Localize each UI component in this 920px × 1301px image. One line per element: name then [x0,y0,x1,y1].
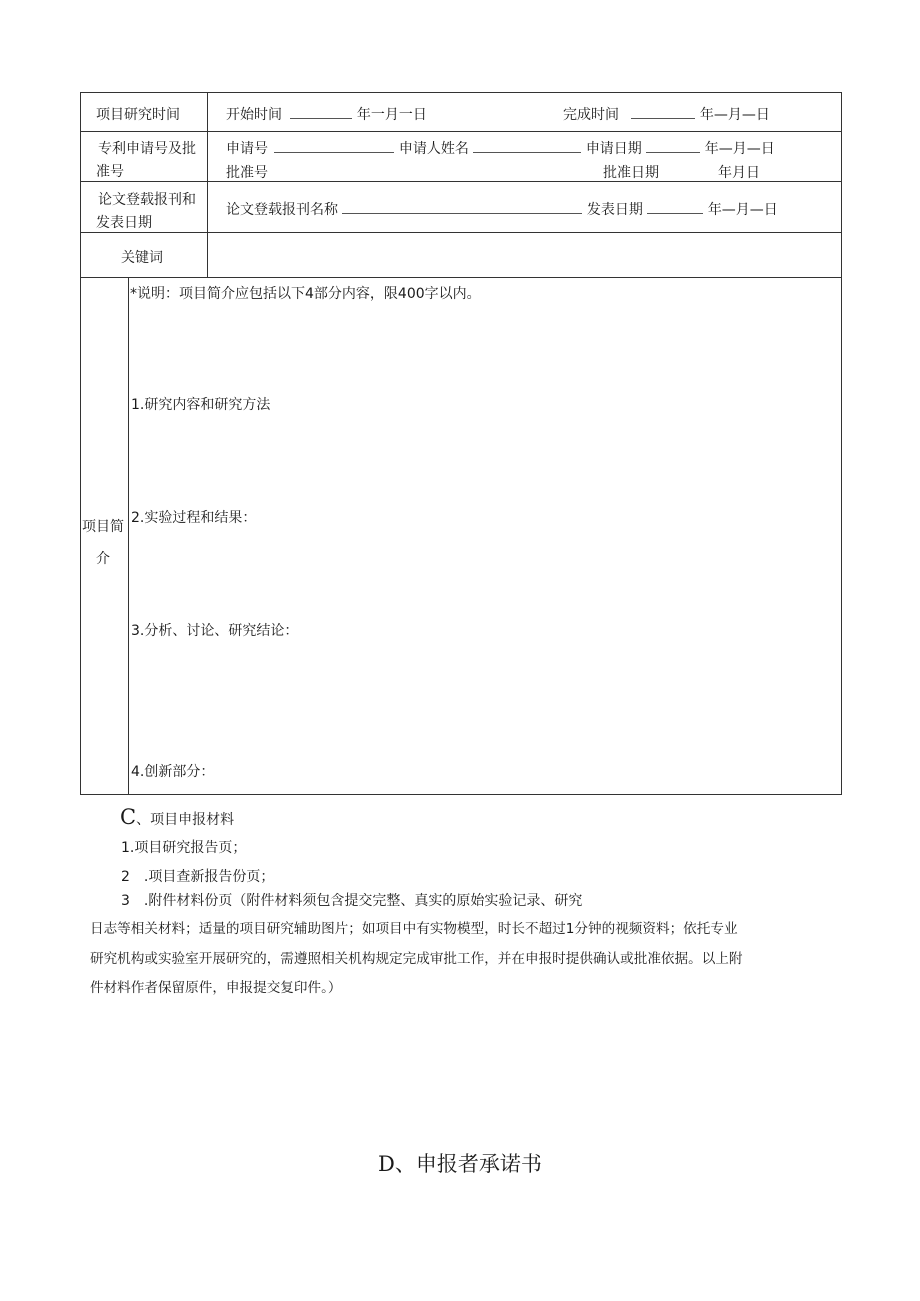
table-col-divider-intro [128,277,129,795]
label-intro-line1: 项目简 [82,519,124,535]
start-time-label: 开始时间 [226,107,282,123]
end-date-suffix: 年—月—日 [699,107,770,123]
end-year-blank[interactable] [631,106,695,119]
section-c-continuation-2: 研究机构或实验室开展研究的，需遵照相关机构规定完成审批工作，并在申报时提供确认或批准依据。以上附 [90,951,743,967]
section-c-continuation-3: 件材料作者保留原件，申报提交复印件。） [90,980,342,996]
label-intro-line2: 介 [96,551,110,567]
label-paper-line2: 发表日期 [96,215,152,231]
intro-note: *说明：项目简介应包括以下4部分内容，限400字以内。 [130,286,481,302]
label-patent-line2: 准号 [96,164,124,180]
paper-field [226,199,778,219]
patent-application-field [226,138,775,158]
section-c-item-3: 3 .附件材料份页（附件材料须包含提交完整、真实的原始实验记录、研究 [121,893,583,909]
journal-name-label: 论文登载报刊名称 [226,202,338,218]
applicant-name-blank[interactable] [473,140,581,153]
application-date-suffix: 年—月—日 [704,141,775,157]
table-border-bottom [80,794,842,795]
table-rule-4 [80,277,842,278]
label-paper-line1: 论文登载报刊和 [98,192,196,208]
start-time-field [226,104,427,124]
application-date-label: 申请日期 [585,141,642,157]
section-c-heading [120,805,234,829]
intro-item-2: 2.实验过程和结果： [131,510,257,526]
publish-date-label: 发表日期 [586,202,643,218]
section-c-continuation-1: 日志等相关材料；适量的项目研究辅助图片；如项目中有实物模型，时长不超过1分钟的视频资料；依托专业 [90,921,738,937]
start-date-suffix: 年一月一日 [356,107,427,123]
section-c-letter: C [120,805,137,829]
end-time-label: 完成时间 [563,107,619,123]
keywords-input[interactable] [214,239,834,271]
approval-number-label: 批准号 [226,165,268,181]
label-research-time: 项目研究时间 [96,107,180,123]
publish-year-blank[interactable] [647,201,703,214]
applicant-name-label: 申请人姓名 [398,141,469,157]
section-c-item-2: 2 .项目查新报告份页； [121,869,275,885]
table-rule-1 [80,131,842,132]
table-border-right [841,92,842,795]
intro-item-3: 3.分析、讨论、研究结论： [131,623,299,639]
section-c-title: 、项目申报材料 [136,812,235,828]
section-d-title: D、申报者承诺书 [378,1152,542,1176]
table-col-divider [207,92,208,278]
table-border-top [80,92,842,93]
application-number-label: 申请号 [226,141,268,157]
section-c-item-1: 1.项目研究报告页； [121,840,247,856]
journal-name-blank[interactable] [342,201,582,214]
intro-item-4: 4.创新部分： [131,764,215,780]
application-number-blank[interactable] [274,140,394,153]
application-year-blank[interactable] [646,140,700,153]
label-keywords: 关键词 [121,250,163,266]
approval-date-suffix: 年月日 [718,165,760,181]
table-rule-3 [80,232,842,233]
publish-date-suffix: 年—月—日 [707,202,778,218]
approval-date-label: 批准日期 [603,165,659,181]
start-year-blank[interactable] [290,106,352,119]
end-time-field [563,104,770,124]
intro-item-1: 1.研究内容和研究方法 [131,397,271,413]
label-patent-line1: 专利申请号及批 [98,141,196,157]
table-border-left [80,92,81,795]
